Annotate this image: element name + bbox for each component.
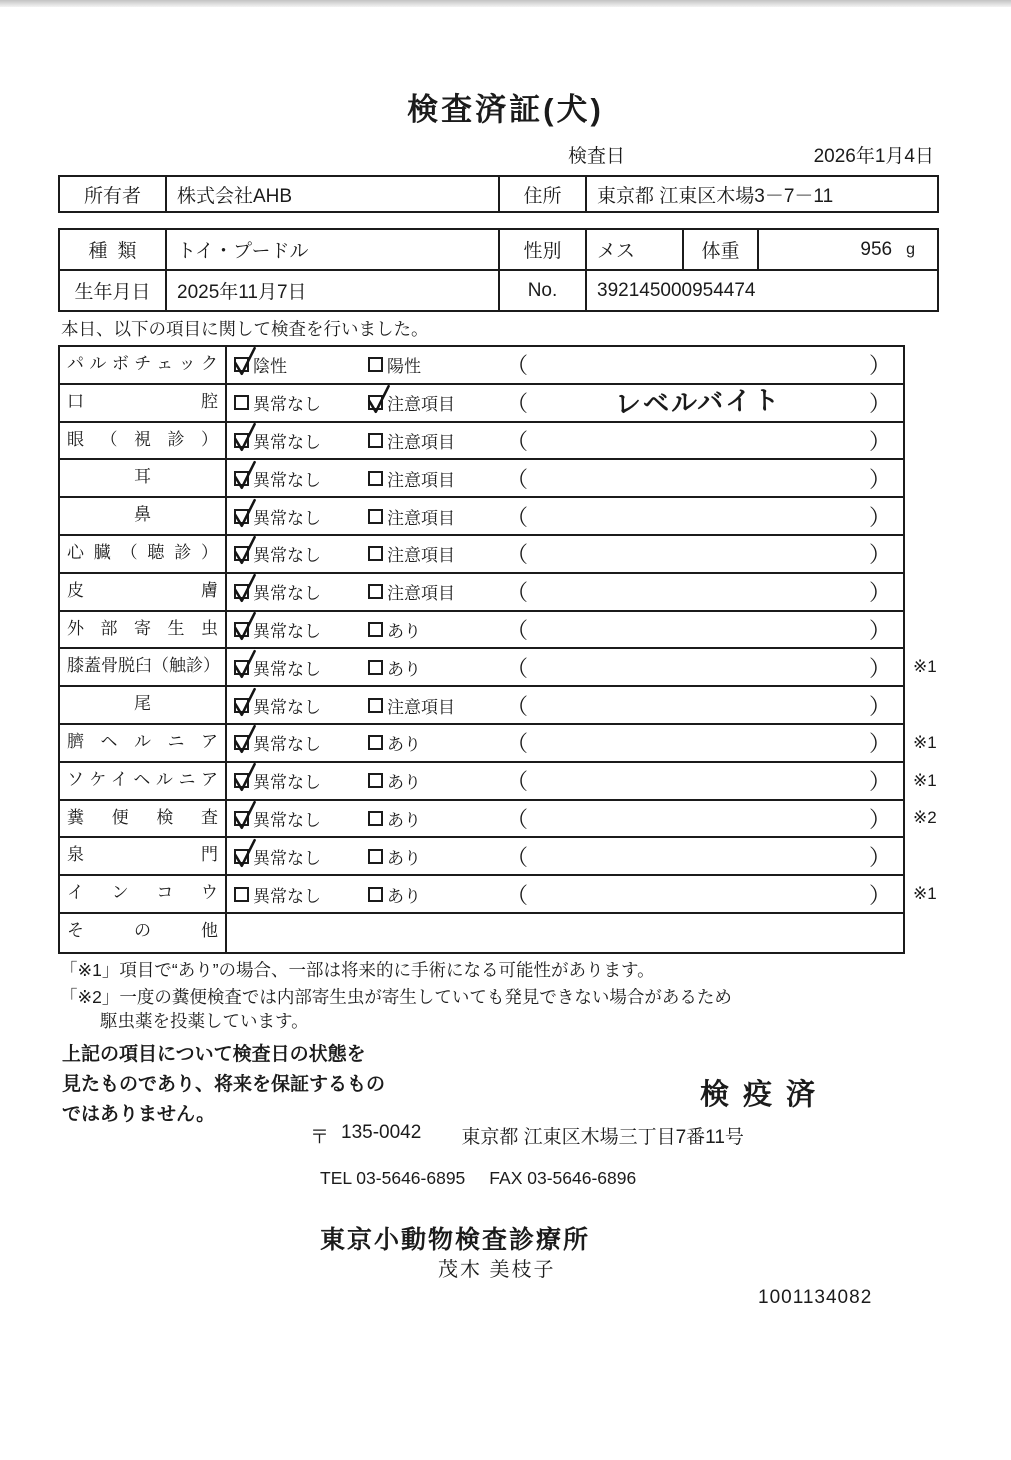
birthdate-row [60, 269, 937, 310]
paren-close: ） [868, 353, 891, 379]
checkmark-icon [232, 686, 258, 718]
checklist-item-options [227, 498, 903, 534]
checkbox-checked[interactable] [234, 811, 249, 826]
option-label: 異常なし [253, 697, 321, 717]
paren-open: （ [506, 542, 529, 568]
checkbox-unchecked[interactable] [368, 584, 383, 599]
checkbox-unchecked[interactable] [368, 433, 383, 448]
checkbox-unchecked[interactable] [368, 509, 383, 524]
option-opt1 [234, 655, 368, 680]
checklist-row [60, 763, 937, 801]
option-opt1 [234, 768, 368, 793]
handwritten-remark: レベルバイト [615, 385, 782, 420]
checkmark-icon [232, 723, 258, 755]
checkbox-checked[interactable] [234, 509, 249, 524]
checklist-item-label: 鼻 [60, 498, 227, 534]
option-label: 注意項目 [387, 697, 455, 717]
checkbox-unchecked[interactable] [368, 546, 383, 561]
option-label: 異常なし [253, 659, 321, 679]
checkbox-unchecked[interactable] [368, 471, 383, 486]
checklist-item-options [227, 725, 903, 761]
paren-close: ） [868, 504, 891, 530]
checkbox-unchecked[interactable] [234, 395, 249, 410]
page-title: 検査済証(犬) [407, 92, 604, 127]
option-label: 異常なし [253, 508, 321, 528]
checklist-item-options [227, 612, 903, 648]
paren-close: ） [868, 693, 891, 719]
checklist-item-options [227, 914, 903, 952]
option-label: 注意項目 [387, 395, 455, 415]
option-opt1 [234, 428, 368, 453]
paren-open: （ [506, 693, 529, 719]
paren-close: ） [868, 617, 891, 643]
weight-label: 体重 [684, 230, 759, 269]
option-opt1 [234, 844, 368, 869]
option-label: 陰性 [253, 357, 287, 377]
birthdate-value: 2025年11月7日 [167, 271, 500, 310]
sex-label: 性別 [500, 230, 587, 269]
checklist-item-label: 口腔 [60, 385, 227, 421]
option-opt1 [234, 541, 368, 566]
option-opt1 [234, 882, 368, 907]
checkmark-icon [232, 648, 258, 680]
option-opt2 [368, 352, 506, 377]
tel-number: TEL 03-5646-6895 [320, 1168, 466, 1188]
checklist-item-options [227, 574, 903, 610]
option-label: 異常なし [253, 735, 321, 755]
footnote-ref-mark: ※1 [913, 732, 937, 752]
footnote-ref-mark: ※1 [913, 657, 937, 677]
checklist-row [60, 914, 903, 952]
checklist-item-options [227, 801, 903, 837]
checklist-item-options [227, 385, 903, 421]
checkbox-checked[interactable] [234, 357, 249, 372]
owner-address-label: 住所 [500, 177, 587, 211]
option-opt2 [368, 504, 506, 529]
inspection-date-line [58, 141, 938, 167]
veterinarian-name: 茂木 美枝子 [438, 1259, 556, 1281]
checkbox-checked[interactable] [234, 433, 249, 448]
checklist-item-options [227, 347, 903, 383]
checklist-row [60, 498, 903, 536]
option-label: あり [387, 773, 421, 793]
checkmark-icon [232, 761, 258, 793]
checkbox-checked[interactable] [234, 584, 249, 599]
owner-value: 株式会社AHB [167, 177, 500, 211]
checklist-item-label: 耳 [60, 460, 227, 496]
option-label: 異常なし [253, 848, 321, 868]
disclaimer-text [62, 1040, 385, 1130]
paren-open: （ [506, 504, 529, 530]
tel-fax-line [320, 1168, 636, 1189]
checklist-row [60, 536, 903, 574]
remark-field [528, 384, 869, 421]
disclaimer-line-2: 見たものであり、将来を保証するもの [62, 1074, 386, 1095]
checkbox-unchecked[interactable] [368, 357, 383, 372]
breed-value: トイ・プードル [167, 230, 500, 269]
checkmark-icon [232, 837, 258, 869]
option-opt2 [368, 541, 506, 566]
weight-unit: g [906, 240, 915, 258]
paren-close: ） [868, 731, 891, 757]
document-number: 1001134082 [758, 1287, 873, 1308]
checklist-item-label: その他 [60, 914, 227, 952]
footnote-1: 「※1」項目で“あり”の場合、一部は将来的に手術になる可能性があります。 [60, 960, 655, 980]
footnote-ref-mark: ※1 [913, 884, 937, 904]
inspection-date-label: 検査日 [568, 146, 626, 167]
option-opt2 [368, 655, 506, 680]
checklist-row [60, 460, 903, 498]
option-opt2 [368, 693, 506, 718]
checklist-item-options [227, 460, 903, 496]
checklist-row [60, 612, 903, 650]
checklist-row [60, 687, 903, 725]
clinic-address-line [310, 1122, 744, 1149]
checkmark-icon [232, 572, 258, 604]
checklist-item-label: 眼（視診） [60, 423, 227, 459]
checkmark-icon [232, 345, 258, 377]
checkmark-icon [232, 421, 258, 453]
paren-open: （ [506, 428, 529, 454]
option-label: 異常なし [253, 584, 321, 604]
owner-label: 所有者 [60, 177, 167, 211]
checkbox-checked[interactable] [234, 698, 249, 713]
option-opt1 [234, 504, 368, 529]
option-label: 注意項目 [387, 546, 455, 566]
checkbox-checked[interactable] [234, 849, 249, 864]
postal-code: 135-0042 [341, 1122, 422, 1143]
checklist-item-options [227, 876, 903, 912]
weight-value: 956 [860, 238, 893, 260]
option-label: あり [387, 848, 421, 868]
checklist-item-label: インコウ [60, 876, 227, 912]
option-opt2 [368, 428, 506, 453]
option-opt2 [368, 768, 506, 793]
option-label: 注意項目 [387, 432, 455, 452]
checklist-item-options [227, 536, 903, 572]
checkmark-icon [232, 459, 258, 491]
option-opt2 [368, 390, 506, 415]
paren-close: ） [868, 428, 891, 454]
checklist-item-label: ソケイヘルニア [60, 763, 227, 799]
checkbox-unchecked[interactable] [368, 849, 383, 864]
paren-open: （ [506, 844, 529, 870]
checklist-item-label: 泉門 [60, 838, 227, 874]
footnote-2: 「※2」一度の糞便検査では内部寄生虫が寄生していても発見できない場合があるため [60, 987, 732, 1007]
checklist-item-label: 尾 [60, 687, 227, 723]
option-opt1 [234, 617, 368, 642]
option-label: あり [387, 886, 421, 906]
paren-open: （ [506, 882, 529, 908]
paren-close: ） [868, 391, 891, 417]
checklist-item-label: 糞便検査 [60, 801, 227, 837]
option-label: 異常なし [253, 773, 321, 793]
option-label: 異常なし [253, 621, 321, 641]
option-opt2 [368, 806, 506, 831]
paren-close: ） [868, 655, 891, 681]
checklist-row [60, 385, 903, 423]
option-opt1 [234, 579, 368, 604]
checklist-item-label: パルボチェック [60, 347, 227, 383]
checkmark-icon [366, 383, 392, 415]
option-label: 注意項目 [387, 470, 455, 490]
checklist-item-options [227, 687, 903, 723]
breed-row [60, 230, 937, 269]
checklist-row [60, 876, 937, 914]
owner-row [60, 177, 937, 211]
option-opt2 [368, 466, 506, 491]
option-label: 異常なし [253, 470, 321, 490]
sex-value: メス [587, 230, 684, 269]
checklist-item-label: 心臓（聴診） [60, 536, 227, 572]
checkbox-checked[interactable] [234, 773, 249, 788]
checklist-item-options [227, 763, 903, 799]
checkbox-unchecked[interactable] [368, 811, 383, 826]
option-label: あり [387, 735, 421, 755]
option-opt1 [234, 693, 368, 718]
checkbox-checked[interactable] [234, 735, 249, 750]
checkbox-checked[interactable] [234, 660, 249, 675]
fax-number: FAX 03-5646-6896 [489, 1168, 637, 1188]
checkbox-unchecked[interactable] [368, 773, 383, 788]
clinic-name: 東京小動物検査診療所 [320, 1226, 591, 1254]
checkbox-checked[interactable] [234, 622, 249, 637]
option-opt2 [368, 617, 506, 642]
paren-close: ） [868, 542, 891, 568]
paren-close: ） [868, 844, 891, 870]
option-label: 異常なし [253, 546, 321, 566]
quarantine-passed-stamp: 検疫済 [700, 1079, 830, 1111]
option-opt2 [368, 579, 506, 604]
checkbox-unchecked[interactable] [234, 887, 249, 902]
checklist-item-options [227, 423, 903, 459]
paren-open: （ [506, 466, 529, 492]
paren-open: （ [506, 806, 529, 832]
option-label: 異常なし [253, 432, 321, 452]
option-opt1 [234, 730, 368, 755]
option-label: あり [387, 621, 421, 641]
checkbox-checked[interactable] [234, 471, 249, 486]
paren-open: （ [506, 391, 529, 417]
checkbox-unchecked[interactable] [368, 735, 383, 750]
checklist-row [60, 574, 903, 612]
paren-open: （ [506, 617, 529, 643]
owner-address-value: 東京都 江東区木場3－7－11 [597, 185, 834, 207]
checklist-row [60, 649, 937, 687]
birthdate-label: 生年月日 [60, 271, 167, 310]
paren-open: （ [506, 580, 529, 606]
option-opt1 [234, 806, 368, 831]
checklist-row [60, 423, 903, 461]
postal-mark-icon: 〒 [310, 1127, 330, 1148]
checkmark-icon [232, 497, 258, 529]
weight-cell [759, 230, 937, 269]
checkmark-icon [232, 610, 258, 642]
checklist-row [60, 725, 937, 763]
paren-close: ） [868, 806, 891, 832]
checkbox-unchecked[interactable] [368, 698, 383, 713]
option-label: 陽性 [387, 357, 421, 377]
checkbox-unchecked[interactable] [368, 660, 383, 675]
paren-close: ） [868, 580, 891, 606]
owner-table [58, 175, 939, 213]
checklist-item-label: 臍ヘルニア [60, 725, 227, 761]
option-opt1 [234, 466, 368, 491]
inspection-date-value: 2026年1月4日 [813, 146, 934, 167]
option-label: 異常なし [253, 810, 321, 830]
paren-open: （ [506, 353, 529, 379]
paren-close: ） [868, 769, 891, 795]
checkbox-checked[interactable] [368, 395, 383, 410]
checkmark-icon [232, 799, 258, 831]
option-opt1 [234, 390, 368, 415]
clinic-address: 東京都 江東区木場三丁目7番11号 [461, 1127, 744, 1148]
microchip-no-value: 392145000954474 [597, 279, 756, 301]
checkbox-checked[interactable] [234, 546, 249, 561]
intro-text: 本日、以下の項目に関して検査を行いました。 [61, 319, 429, 339]
pet-info-table [58, 228, 939, 312]
checklist-item-label: 外部寄生虫 [60, 612, 227, 648]
paren-open: （ [506, 655, 529, 681]
checklist-item-label: 皮膚 [60, 574, 227, 610]
checkbox-unchecked[interactable] [368, 622, 383, 637]
option-label: あり [387, 810, 421, 830]
paren-open: （ [506, 731, 529, 757]
disclaimer-line-3: ではありません。 [62, 1104, 216, 1125]
paren-close: ） [868, 466, 891, 492]
disclaimer-line-1: 上記の項目について検査日の状態を [62, 1044, 366, 1065]
paren-close: ） [868, 882, 891, 908]
footnote-ref-mark: ※1 [913, 770, 937, 790]
option-label: 異常なし [253, 395, 321, 415]
checkmark-icon [232, 534, 258, 566]
checklist-item-label: 膝蓋骨脱臼（触診） [60, 649, 227, 685]
option-opt2 [368, 730, 506, 755]
checkbox-unchecked[interactable] [368, 887, 383, 902]
paren-open: （ [506, 769, 529, 795]
microchip-no-label: No. [500, 271, 587, 310]
option-label: あり [387, 659, 421, 679]
option-label: 注意項目 [387, 508, 455, 528]
checklist-item-options [227, 649, 903, 685]
checklist-row [60, 801, 937, 839]
option-opt1 [234, 352, 368, 377]
breed-label: 種類 [60, 230, 167, 269]
footnote-2-continued: 駆虫薬を投薬しています。 [100, 1011, 309, 1031]
checklist-row [60, 838, 903, 876]
option-opt2 [368, 882, 506, 907]
option-label: 異常なし [253, 886, 321, 906]
footnote-ref-mark: ※2 [913, 808, 937, 828]
option-opt2 [368, 844, 506, 869]
checklist-item-options [227, 838, 903, 874]
option-label: 注意項目 [387, 584, 455, 604]
scan-edge-artifact [0, 0, 1011, 7]
checklist-table [58, 345, 937, 954]
